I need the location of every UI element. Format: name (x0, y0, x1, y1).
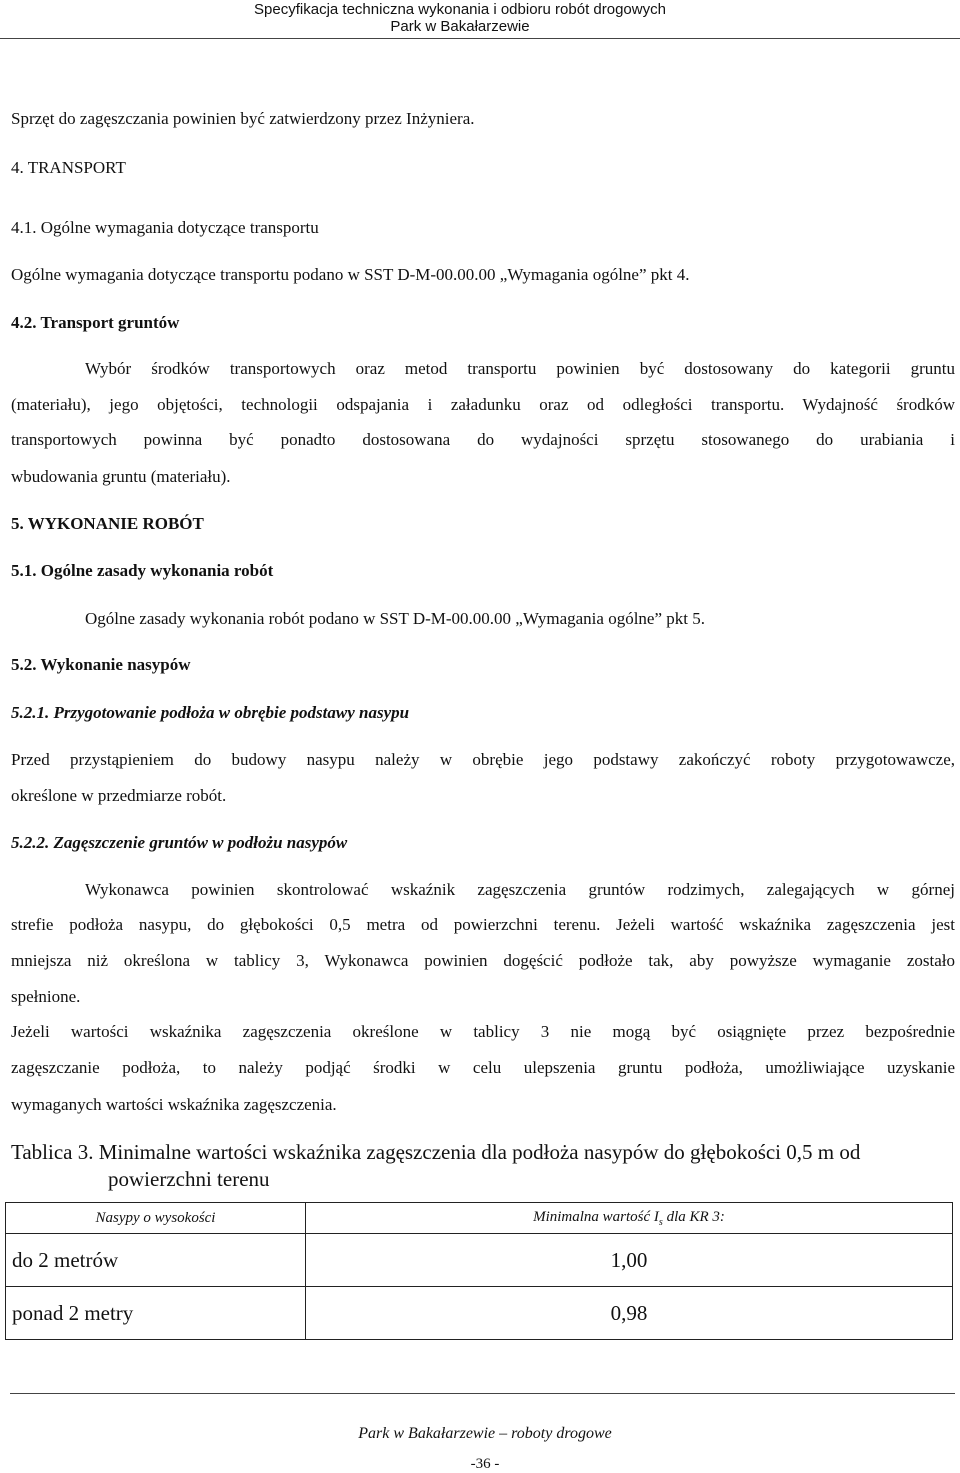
paragraph-5-2-2a-line-3: mniejsza niż określona w tablicy 3, Wykonawca powinien dogęścić podłoże tak, aby powyższe wymaganie zostało (11, 951, 955, 970)
table-row (6, 1287, 953, 1340)
paragraph-5-1: Ogólne zasady wykonania robót podano w SST D-M-00.00.00 „Wymagania ogólne” pkt 5. (85, 609, 705, 628)
paragraph-5-2-2b-line-1: Jeżeli wartości wskaźnika zagęszczenia określone w tablicy 3 nie mogą być osiągnięte przez bezpośrednie (11, 1022, 955, 1041)
heading-5: 5. WYKONANIE ROBÓT (11, 514, 204, 533)
paragraph-5-2-1-line-2: określone w przedmiarze robót. (11, 786, 227, 805)
paragraph-equipment: Sprzęt do zagęszczania powinien być zatwierdzony przez Inżyniera. (11, 109, 475, 128)
table-header-height: Nasypy o wysokości (6, 1203, 306, 1234)
header-subtitle: Park w Bakałarzewie (390, 18, 530, 35)
table-cell-height: ponad 2 metry (6, 1287, 306, 1340)
table-cell-value: 0,98 (306, 1287, 953, 1340)
paragraph-4-2-line-3: transportowych powinna być ponadto dostosowana do wydajności sprzętu stosowanego do urabiania i (11, 430, 955, 449)
paragraph-5-2-2a-line-4: spełnione. (11, 987, 81, 1006)
heading-5-2: 5.2. Wykonanie nasypów (11, 655, 191, 674)
footer-divider (10, 1393, 955, 1394)
paragraph-5-2-2a-line-1: Wykonawca powinien skontrolować wskaźnik zagęszczenia gruntów rodzimych, zalegających w górnej (85, 880, 955, 899)
heading-5-2-2: 5.2.2. Zagęszczenie gruntów w podłożu nasypów (11, 833, 348, 852)
heading-4-2: 4.2. Transport gruntów (11, 313, 180, 332)
page-number: -36 - (470, 1456, 500, 1472)
compaction-table (5, 1202, 953, 1340)
table-row (6, 1234, 953, 1287)
paragraph-4-2-line-2: (materiału), jego objętości, technologii odspajania i załadunku oraz od odległości transportu. Wydajność środków (11, 395, 955, 414)
paragraph-5-2-2a-line-2: strefie podłoża nasypu, do głębokości 0,5 metra od powierzchni terenu. Jeżeli wartość wskaźnika zagęszczenia jest (11, 915, 955, 934)
heading-5-1: 5.1. Ogólne zasady wykonania robót (11, 561, 274, 580)
paragraph-5-2-2b-line-3: wymaganych wartości wskaźnika zagęszczenia. (11, 1095, 337, 1114)
table-header-row (6, 1203, 953, 1234)
heading-4-1: 4.1. Ogólne wymagania dotyczące transportu (11, 218, 319, 237)
table-caption: Tablica 3. Minimalne wartości wskaźnika zagęszczenia dla podłoża nasypów do głębokości 0,5 m od (11, 1140, 861, 1164)
paragraph-4-1: Ogólne wymagania dotyczące transportu podano w SST D-M-00.00.00 „Wymagania ogólne” pkt 4. (11, 265, 690, 284)
table-cell-value: 1,00 (306, 1234, 953, 1287)
table-caption-continued: powierzchni terenu (108, 1167, 270, 1191)
table-cell-height: do 2 metrów (6, 1234, 306, 1287)
heading-5-2-1: 5.2.1. Przygotowanie podłoża w obrębie podstawy nasypu (11, 703, 410, 722)
heading-4: 4. TRANSPORT (11, 158, 126, 177)
header-title: Specyfikacja techniczna wykonania i odbioru robót drogowych (254, 1, 666, 18)
header-divider (0, 38, 960, 39)
paragraph-4-2-line-4: wbudowania gruntu (materiału). (11, 467, 231, 486)
table-header-min-value: Minimalna wartość $I_s$ dla KR 3: (306, 1203, 953, 1234)
paragraph-4-2-line-1: Wybór środków transportowych oraz metod transportu powinien być dostosowany do kategorii gruntu (85, 359, 955, 378)
paragraph-5-2-1-line-1: Przed przystąpieniem do budowy nasypu należy w obrębie jego podstawy zakończyć roboty przygotowawcze, (11, 750, 955, 769)
footer-text: Park w Bakałarzewie – roboty drogowe (358, 1425, 612, 1442)
paragraph-5-2-2b-line-2: zagęszczanie podłoża, to należy podjąć środki w celu ulepszenia gruntu podłoża, umożliwiające uzyskanie (11, 1058, 955, 1077)
